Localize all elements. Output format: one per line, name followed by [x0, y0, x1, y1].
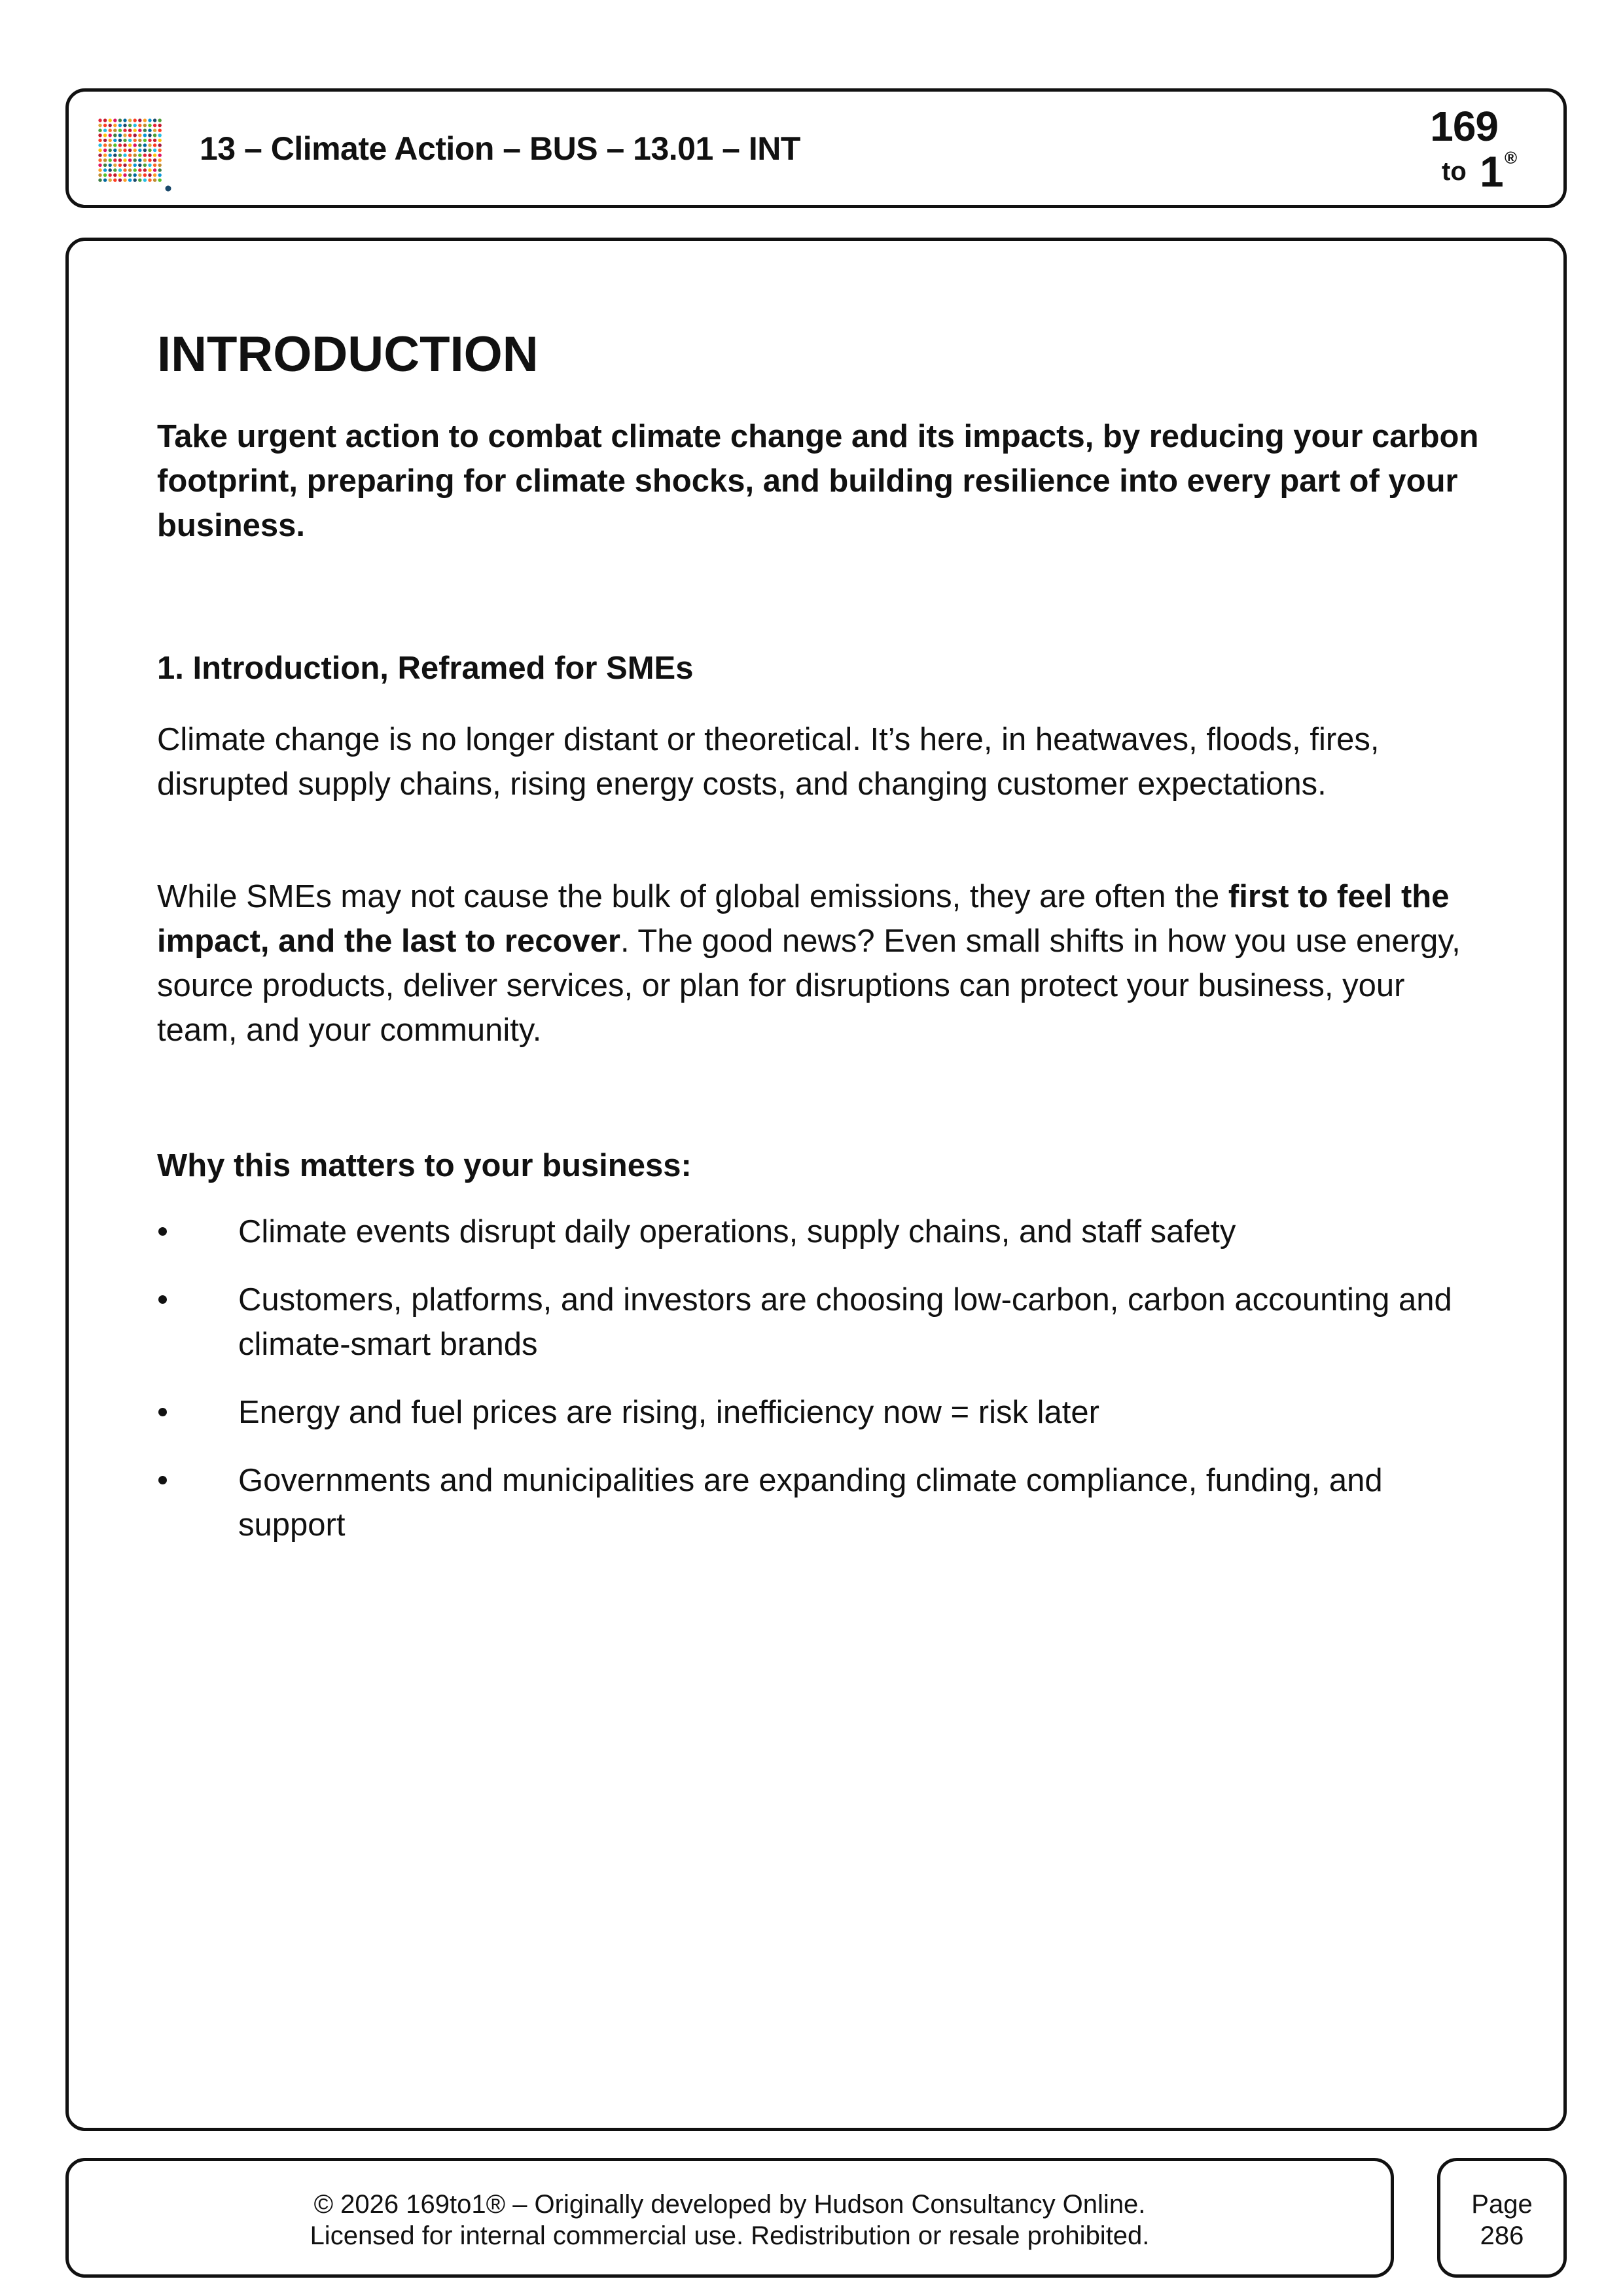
- logo-dot: [113, 173, 116, 177]
- logo-dot: [143, 164, 147, 167]
- page-number: 286: [1480, 2221, 1524, 2250]
- logo-dot: [98, 139, 101, 142]
- logo-dot: [98, 173, 101, 177]
- logo-dot: [109, 179, 112, 182]
- logo-dot: [113, 139, 116, 142]
- logo-dot: [103, 149, 107, 152]
- logo-dot: [158, 164, 162, 167]
- logo-dot: [118, 154, 122, 157]
- logo-dot: [134, 134, 137, 137]
- logo-dot: [138, 143, 141, 147]
- brand-one: 1: [1480, 147, 1504, 196]
- list-item-text: Governments and municipalities are expanding climate compliance, funding, and support: [238, 1463, 1383, 1543]
- logo-dot: [109, 164, 112, 167]
- logo-dot: [123, 124, 126, 127]
- logo-dot: [153, 129, 156, 132]
- logo-dot: [138, 118, 141, 122]
- page-label: Page: [1471, 2190, 1533, 2219]
- logo-dot: [103, 154, 107, 157]
- logo-dot: [118, 129, 122, 132]
- logo-dot: [153, 164, 156, 167]
- document-title: 13 – Climate Action – BUS – 13.01 – INT: [200, 130, 800, 167]
- logo-dot: [158, 143, 162, 147]
- page-number-box: [1437, 2158, 1567, 2278]
- logo-dot: [138, 168, 141, 171]
- logo-dot: [158, 179, 162, 182]
- logo-dot: [118, 173, 122, 177]
- logo-dot: [138, 164, 141, 167]
- logo-dot: [109, 168, 112, 171]
- logo-dot: [148, 164, 151, 167]
- logo-dot: [113, 143, 116, 147]
- logo-dot: [143, 134, 147, 137]
- logo-dot: [98, 118, 101, 122]
- logo-accent-dot: [166, 186, 171, 192]
- logo-dot: [148, 143, 151, 147]
- logo-dot: [153, 179, 156, 182]
- bullet-icon: [158, 1408, 167, 1416]
- logo-dot: [109, 154, 112, 157]
- logo-dot: [134, 118, 137, 122]
- logo-dot: [128, 134, 132, 137]
- logo-dot: [158, 158, 162, 162]
- logo-dot: [113, 129, 116, 132]
- logo-dot: [158, 154, 162, 157]
- paragraph-text: While SMEs may not cause the bulk of global emissions, they are often the: [157, 879, 1228, 914]
- logo-dot: [158, 129, 162, 132]
- logo-dot: [134, 124, 137, 127]
- list-item: [157, 1458, 1492, 1547]
- copyright-text: [69, 2189, 1391, 2251]
- logo-dot: [103, 139, 107, 142]
- logo-dot: [138, 139, 141, 142]
- logo-dot: [138, 173, 141, 177]
- emphasis-text: first to feel the impact, and the last to recover: [157, 879, 1450, 959]
- logo-dot: [109, 149, 112, 152]
- logo-dot: [138, 124, 141, 127]
- logo-dot: [138, 179, 141, 182]
- brand-registered-mark: ®: [1505, 148, 1518, 168]
- logo-dot: [153, 168, 156, 171]
- logo-dot: [138, 129, 141, 132]
- logo-dot: [123, 164, 126, 167]
- logo-dot: [148, 124, 151, 127]
- section-heading: 1. Introduction, Reframed for SMEs: [157, 651, 694, 686]
- logo-dot: [158, 173, 162, 177]
- logo-dot: [109, 118, 112, 122]
- logo-dot: [134, 154, 137, 157]
- logo-dot: [118, 158, 122, 162]
- logo-dot: [138, 134, 141, 137]
- logo-dot: [103, 173, 107, 177]
- logo-dot: [123, 158, 126, 162]
- logo-dot: [118, 149, 122, 152]
- logo-dot: [118, 118, 122, 122]
- main-content-panel: [65, 238, 1567, 2131]
- logo-dot: [128, 164, 132, 167]
- logo-dot: [153, 143, 156, 147]
- logo-dot: [128, 118, 132, 122]
- logo-dot: [138, 154, 141, 157]
- logo-dot: [143, 179, 147, 182]
- logo-dot: [158, 149, 162, 152]
- logo-dot: [128, 173, 132, 177]
- lead-paragraph: Take urgent action to combat climate change and its impacts, by reducing your carbon footprint, preparing for climate shocks, and building resilience into every part of your business.: [157, 419, 1479, 543]
- logo-dot: [148, 139, 151, 142]
- logo-dot: [103, 124, 107, 127]
- logo-dot: [123, 149, 126, 152]
- brand-number: 169: [1430, 103, 1498, 150]
- logo-dot: [123, 179, 126, 182]
- logo-dot: [148, 129, 151, 132]
- list-item: [157, 1390, 1492, 1435]
- logo-dot: [158, 168, 162, 171]
- logo-dot: [148, 118, 151, 122]
- logo-dot: [103, 118, 107, 122]
- page-indicator: [1440, 2189, 1563, 2251]
- logo-dot: [153, 154, 156, 157]
- logo-dot: [113, 158, 116, 162]
- logo-dot: [128, 143, 132, 147]
- logo-dot: [148, 168, 151, 171]
- logo-dot: [134, 168, 137, 171]
- logo-dot: [103, 143, 107, 147]
- logo-dot: [98, 168, 101, 171]
- logo-dot: [143, 149, 147, 152]
- logo-dot: [128, 158, 132, 162]
- logo-dot: [143, 173, 147, 177]
- logo-dot: [138, 158, 141, 162]
- logo-dot: [134, 158, 137, 162]
- logo-dot: [98, 143, 101, 147]
- logo-dot: [128, 168, 132, 171]
- logo-dot: [123, 173, 126, 177]
- logo-dot: [109, 124, 112, 127]
- logo-dot: [118, 134, 122, 137]
- logo-dot: [113, 134, 116, 137]
- logo-dot: [113, 124, 116, 127]
- logo-dot: [103, 179, 107, 182]
- logo-dot: [123, 118, 126, 122]
- bullet-icon: [158, 1476, 167, 1484]
- paragraph-smes: [157, 874, 1486, 1052]
- logo-dot: [98, 154, 101, 157]
- page-header: [65, 88, 1567, 208]
- why-heading: Why this matters to your business:: [157, 1148, 692, 1183]
- logo-dot: [134, 179, 137, 182]
- logo-dot: [134, 143, 137, 147]
- logo-dot: [153, 118, 156, 122]
- list-item-text: Customers, platforms, and investors are choosing low-carbon, carbon accounting and climate-smart brands: [238, 1282, 1452, 1362]
- logo-dot: [143, 143, 147, 147]
- logo-dot: [113, 154, 116, 157]
- logo-dot: [109, 134, 112, 137]
- logo-dot: [153, 158, 156, 162]
- logo-dot: [118, 168, 122, 171]
- logo-dot: [118, 139, 122, 142]
- logo-dot: [103, 164, 107, 167]
- sdg-color-grid-logo: [96, 117, 172, 192]
- logo-dot: [123, 139, 126, 142]
- logo-dot: [134, 139, 137, 142]
- logo-dot: [143, 158, 147, 162]
- logo-dot: [143, 139, 147, 142]
- logo-dot: [118, 124, 122, 127]
- logo-dot: [153, 134, 156, 137]
- logo-dot: [123, 168, 126, 171]
- logo-dot: [123, 154, 126, 157]
- page-title: INTRODUCTION: [157, 327, 539, 382]
- logo-dot: [153, 149, 156, 152]
- logo-dot: [118, 179, 122, 182]
- logo-dot: [103, 134, 107, 137]
- list-item-text: Energy and fuel prices are rising, inefficiency now = risk later: [238, 1395, 1099, 1430]
- logo-dot: [103, 168, 107, 171]
- logo-dot: [134, 173, 137, 177]
- logo-dot: [109, 143, 112, 147]
- list-item-text: Climate events disrupt daily operations, supply chains, and staff safety: [238, 1214, 1236, 1249]
- logo-dot: [143, 118, 147, 122]
- bullet-icon: [158, 1295, 167, 1304]
- bullet-list: [157, 1210, 1492, 1571]
- logo-dot: [109, 139, 112, 142]
- logo-dot: [103, 158, 107, 162]
- logo-dot: [128, 124, 132, 127]
- logo-dot: [158, 139, 162, 142]
- logo-dot: [113, 118, 116, 122]
- logo-dot: [148, 134, 151, 137]
- logo-dot: [148, 158, 151, 162]
- logo-dot: [158, 124, 162, 127]
- bullet-icon: [158, 1227, 167, 1236]
- logo-dot: [134, 164, 137, 167]
- paragraph-text: . The good news? Even small shifts in how you use energy, source products, deliver services, or plan for disruptions can protect your business, your team, and your community.: [157, 924, 1461, 1048]
- logo-dot: [123, 143, 126, 147]
- logo-dot: [98, 134, 101, 137]
- logo-dot: [103, 129, 107, 132]
- logo-dot: [113, 179, 116, 182]
- logo-dot: [98, 158, 101, 162]
- logo-dot: [148, 149, 151, 152]
- logo-dot: [98, 149, 101, 152]
- logo-dot: [158, 134, 162, 137]
- logo-dot: [148, 173, 151, 177]
- copyright-line: © 2026 169to1® – Originally developed by Hudson Consultancy Online.: [313, 2190, 1146, 2219]
- logo-dot: [148, 154, 151, 157]
- logo-dot: [153, 173, 156, 177]
- footer-copyright: [65, 2158, 1394, 2278]
- logo-dot: [123, 134, 126, 137]
- logo-dot: [128, 129, 132, 132]
- logo-dot: [134, 149, 137, 152]
- logo-dot: [143, 154, 147, 157]
- brand-to: to: [1442, 157, 1467, 186]
- logo-dot: [153, 139, 156, 142]
- list-item: [157, 1278, 1492, 1367]
- logo-dot: [118, 143, 122, 147]
- logo-dot: [118, 164, 122, 167]
- logo-dot: [143, 168, 147, 171]
- paragraph-climate-change: Climate change is no longer distant or theoretical. It’s here, in heatwaves, floods, fires, disrupted supply chains, rising energy costs, and changing customer expectations.: [157, 722, 1380, 802]
- logo-dot: [153, 124, 156, 127]
- logo-dot: [128, 149, 132, 152]
- list-item: [157, 1210, 1492, 1254]
- logo-dot: [109, 129, 112, 132]
- logo-dot: [134, 129, 137, 132]
- logo-dot: [98, 179, 101, 182]
- license-line: Licensed for internal commercial use. Redistribution or resale prohibited.: [310, 2221, 1150, 2250]
- logo-dot: [138, 149, 141, 152]
- logo-dot: [98, 129, 101, 132]
- logo-dot: [128, 139, 132, 142]
- logo-dot: [158, 118, 162, 122]
- logo-dot: [113, 164, 116, 167]
- logo-dot: [148, 179, 151, 182]
- logo-dot: [143, 124, 147, 127]
- brand-logo: [1413, 97, 1524, 202]
- logo-dot: [143, 129, 147, 132]
- logo-dot: [109, 158, 112, 162]
- logo-dot: [98, 164, 101, 167]
- logo-dot: [109, 173, 112, 177]
- logo-dot: [128, 154, 132, 157]
- logo-dot: [113, 149, 116, 152]
- logo-dot: [113, 168, 116, 171]
- logo-dot: [123, 129, 126, 132]
- logo-dot: [128, 179, 132, 182]
- logo-dot: [98, 124, 101, 127]
